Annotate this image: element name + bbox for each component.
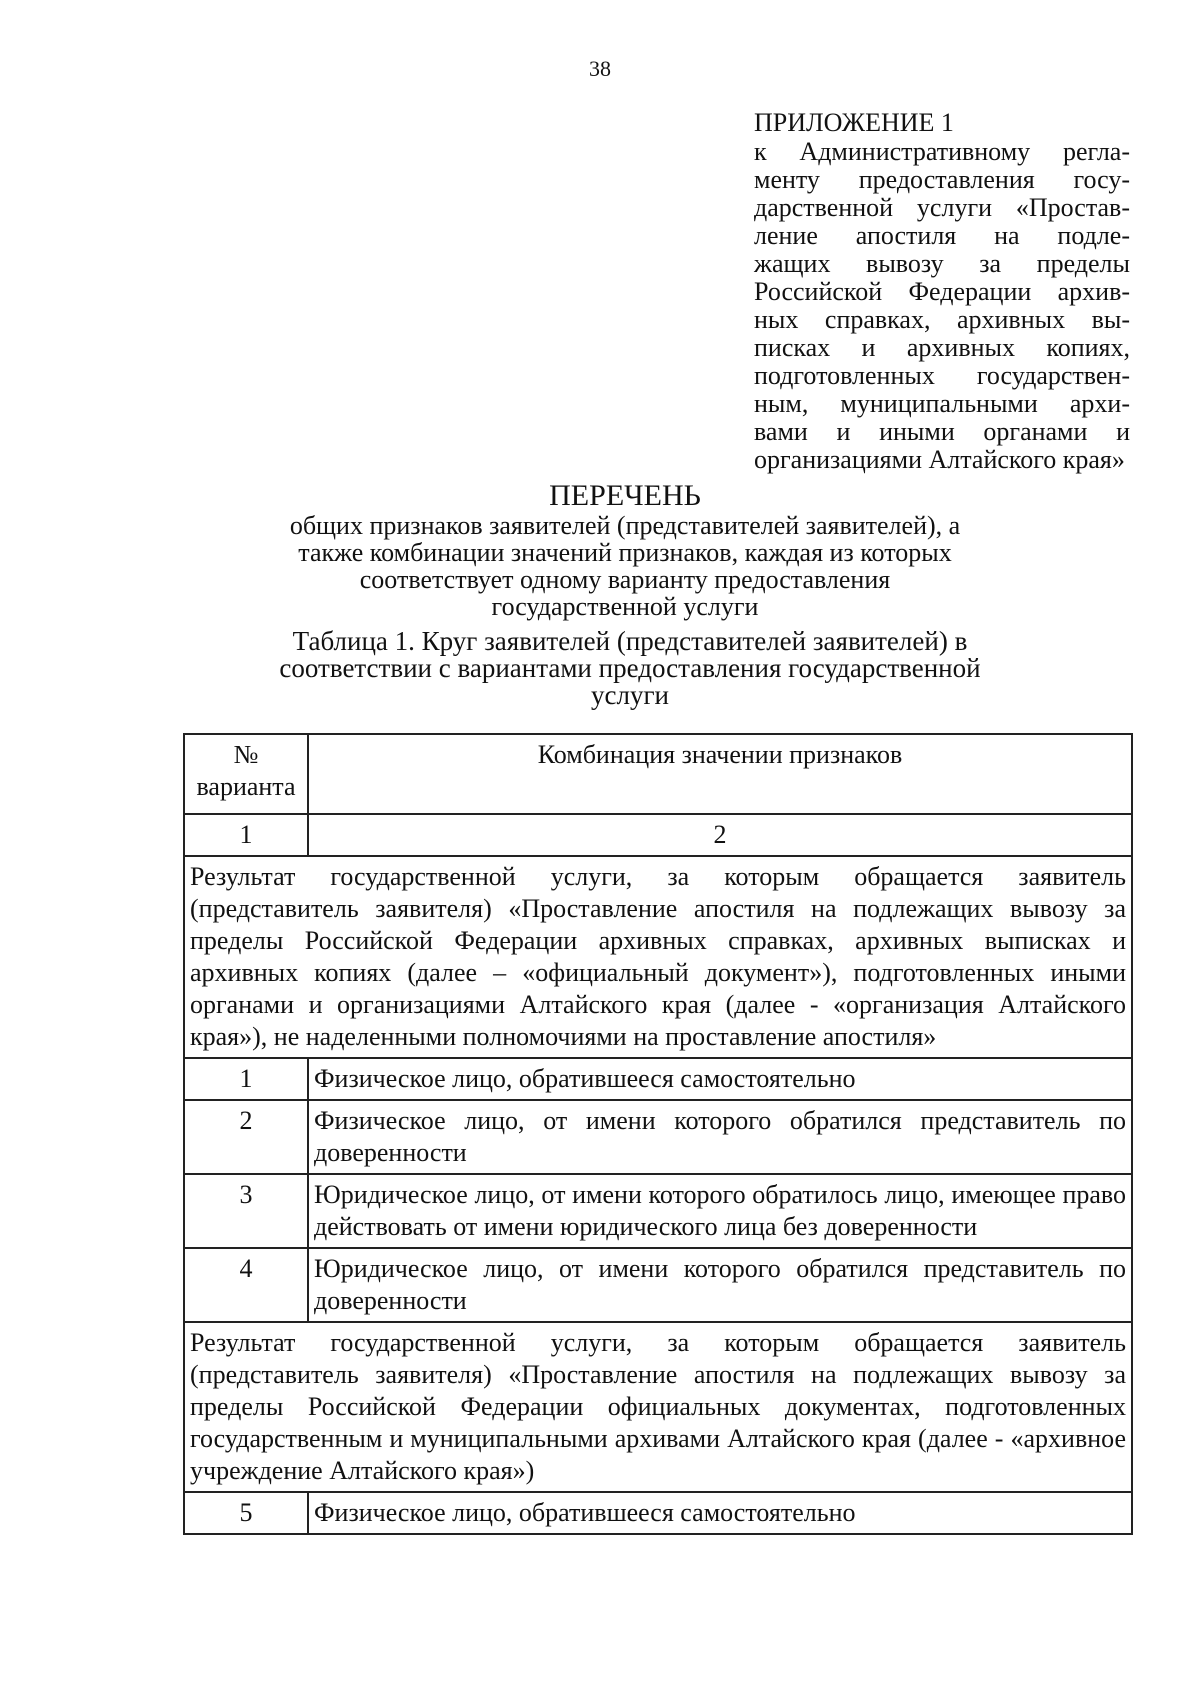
appendix-line: Российской Федерации архив-: [754, 277, 1130, 306]
table-numbering-row: [184, 814, 1132, 856]
appendix-line: ление апостиля на подле-: [754, 221, 1130, 250]
appendix-line: менту предоставления госу-: [754, 165, 1130, 194]
variants-table: [183, 733, 1133, 1535]
appendix-line: ных справках, архивных вы-: [754, 305, 1130, 334]
variant-text: Юридическое лицо, от имени которого обратился представитель по доверенности: [308, 1248, 1132, 1322]
section-text: Результат государственной услуги, за которым обращается заявитель (представитель заявителя) «Проставление апостиля на подлежащих вывозу за пределы Российской Федерации официальных документах, подготовленных государственным и муниципальными архивами Алтайского края (далее - «архивное учреждение Алтайского края»): [184, 1322, 1132, 1492]
variant-text: Юридическое лицо, от имени которого обратилось лицо, имеющее право действовать от имени юридического лица без доверенности: [308, 1174, 1132, 1248]
appendix-line: писках и архивных копиях,: [754, 333, 1130, 362]
table-caption-line: Таблица 1. Круг заявителей (представителей заявителей) в: [292, 626, 968, 656]
variant-number: 1: [184, 1058, 308, 1100]
table-header-row: [184, 734, 1132, 814]
heading-subtitle-line: общих признаков заявителей (представителей заявителей), а: [289, 511, 961, 540]
variant-number: 3: [184, 1174, 308, 1248]
heading-subtitle-line: государственной услуги: [491, 592, 759, 621]
appendix-text: [754, 138, 1130, 474]
section-text: Результат государственной услуги, за которым обращается заявитель (представитель заявителя) «Проставление апостиля на подлежащих вывозу за пределы Российской Федерации архивных справках, архивных выписках и архивных копиях (далее – «официальный документ»), подготовленных иными органами и организациями Алтайского края (далее - «организация Алтайского края»), не наделенными полномочиями на проставление апостиля»: [184, 856, 1132, 1058]
appendix-block: [754, 108, 1130, 474]
appendix-line: жащих вывозу за пределы: [754, 249, 1130, 278]
table-row: [184, 1248, 1132, 1322]
header-variant-number: № варианта: [184, 734, 308, 814]
table-row: [184, 1492, 1132, 1534]
variant-text: Физическое лицо, обратившееся самостоятельно: [308, 1492, 1132, 1534]
appendix-line: дарственной услуги «Простав-: [754, 193, 1130, 222]
table-row: [184, 1174, 1132, 1248]
table-caption: [240, 628, 1020, 709]
variant-text: Физическое лицо, обратившееся самостоятельно: [308, 1058, 1132, 1100]
appendix-line: организациями Алтайского края»: [754, 445, 1125, 474]
variant-number: 5: [184, 1492, 308, 1534]
heading-subtitle-line: также комбинации значений признаков, каждая из которых: [298, 538, 952, 567]
numbering-col2: 2: [308, 814, 1132, 856]
heading-title: ПЕРЕЧЕНЬ: [549, 479, 701, 512]
appendix-line: подготовленных государствен-: [754, 361, 1130, 390]
heading-subtitle-line: соответствует одному варианту предоставления: [359, 565, 891, 594]
table-row: [184, 1100, 1132, 1174]
appendix-line: вами и иными органами и: [754, 417, 1130, 446]
page-number: 38: [589, 56, 611, 81]
section-row: [184, 1322, 1132, 1492]
section-row: [184, 856, 1132, 1058]
table-row: [184, 1058, 1132, 1100]
table-caption-line: соответствии с вариантами предоставления государственной: [279, 653, 981, 683]
document-heading: [200, 480, 1050, 620]
numbering-col1: 1: [184, 814, 308, 856]
header-combination: Комбинация значении признаков: [308, 734, 1132, 814]
appendix-line: ным, муниципальными архи-: [754, 389, 1130, 418]
variant-text: Физическое лицо, от имени которого обратился представитель по доверенности: [308, 1100, 1132, 1174]
variant-number: 4: [184, 1248, 308, 1322]
table-caption-line: услуги: [591, 680, 669, 710]
appendix-title: ПРИЛОЖЕНИЕ 1: [754, 108, 954, 137]
variant-number: 2: [184, 1100, 308, 1174]
appendix-line: к Административному регла-: [754, 137, 1130, 166]
